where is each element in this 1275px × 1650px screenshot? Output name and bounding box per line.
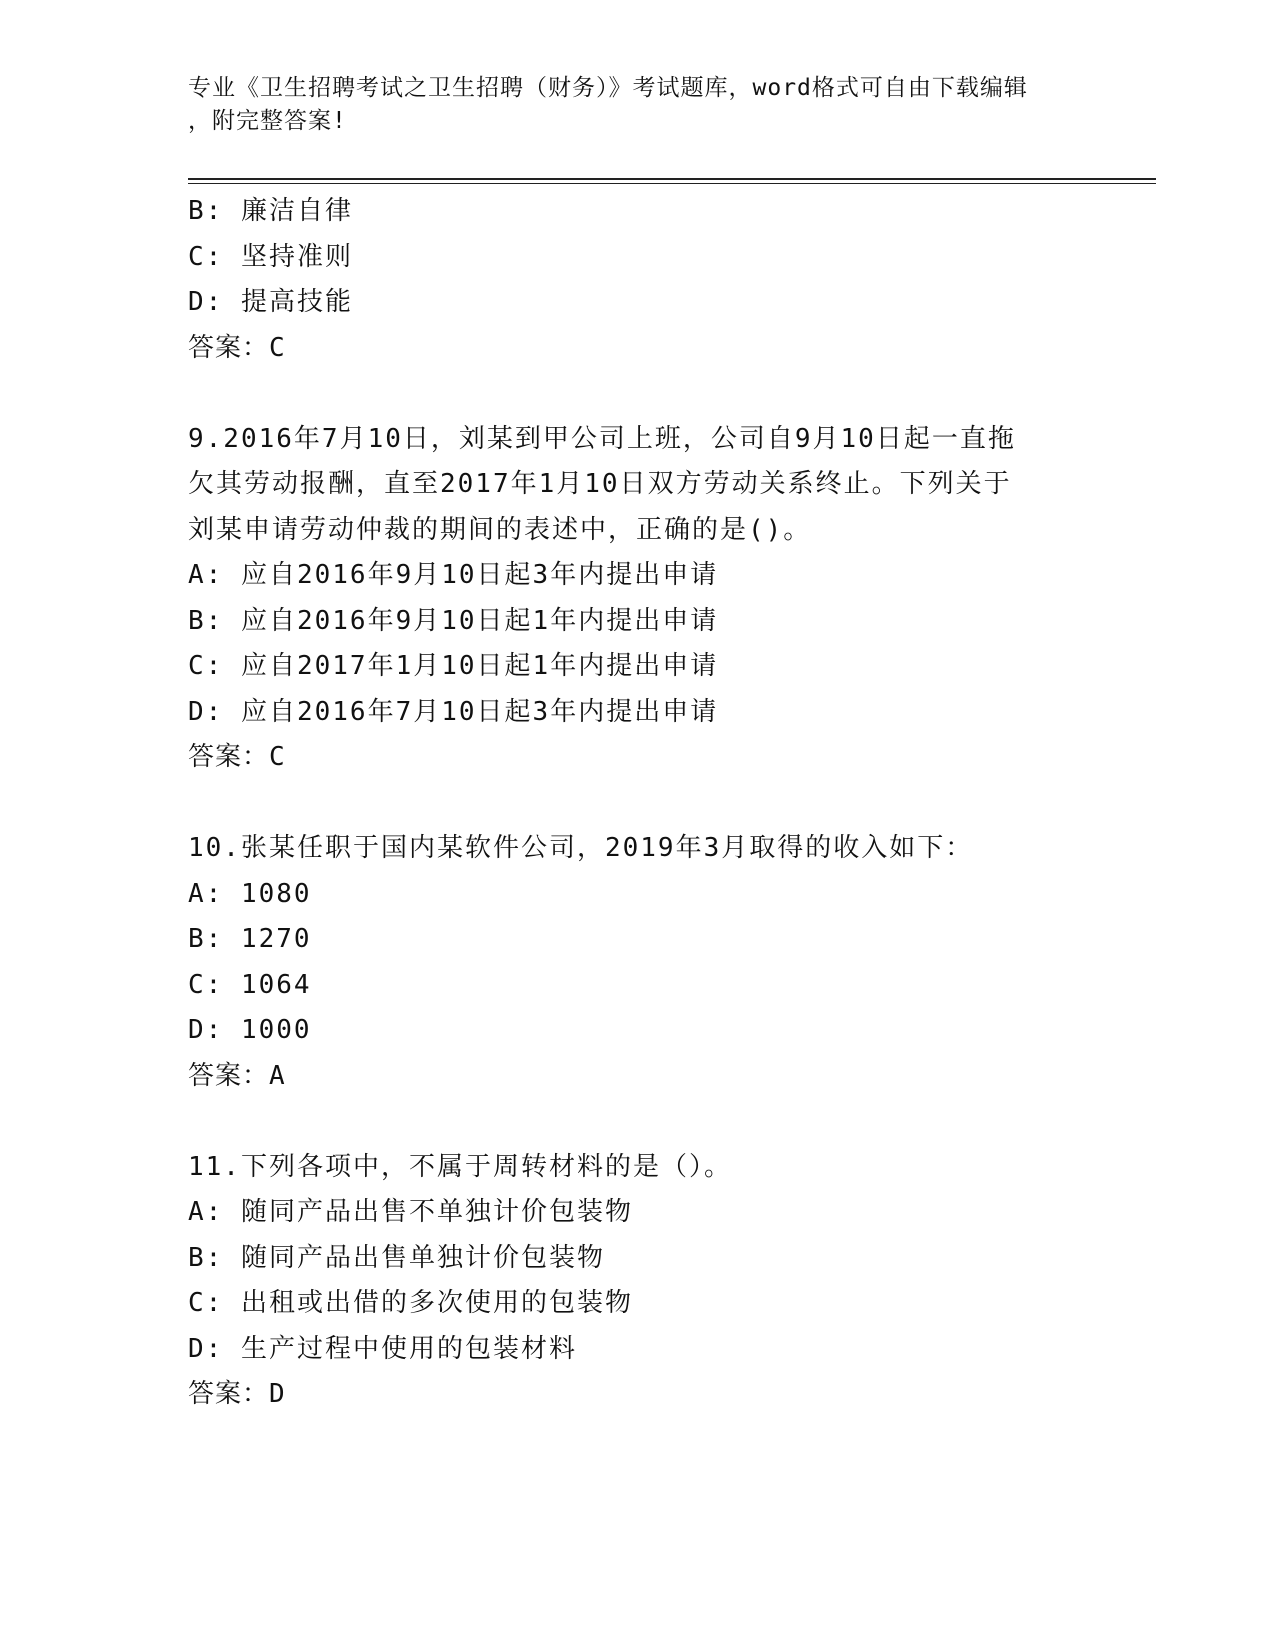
option-text: 生产过程中使用的包装材料 bbox=[240, 1333, 577, 1364]
option-label: C: bbox=[188, 241, 224, 272]
option-d bbox=[188, 1327, 1088, 1373]
header-line-2: ，附完整答案! bbox=[188, 108, 347, 134]
option-b bbox=[188, 189, 1088, 235]
option-text: 1080 bbox=[240, 878, 312, 909]
option-c bbox=[188, 963, 1088, 1009]
option-label: D: bbox=[188, 287, 224, 317]
option-c bbox=[188, 1281, 1088, 1327]
spacer bbox=[188, 781, 1088, 827]
option-b bbox=[188, 1236, 1088, 1282]
answer-line bbox=[188, 326, 1088, 372]
question-stem-line: 9.2016年7月10日，刘某到甲公司上班，公司自9月10日起一直拖 bbox=[188, 423, 1016, 454]
option-text: 坚持准则 bbox=[240, 241, 353, 272]
question-10 bbox=[188, 826, 1088, 1099]
answer-label: 答案： bbox=[188, 1379, 270, 1409]
option-d bbox=[188, 1008, 1088, 1054]
option-label: D: bbox=[188, 1015, 224, 1045]
document-body bbox=[188, 189, 1088, 1418]
option-label: B: bbox=[188, 605, 224, 636]
answer-value: A bbox=[269, 1060, 285, 1091]
option-a bbox=[188, 1190, 1088, 1236]
option-text: 应自2017年1月10日起1年内提出申请 bbox=[240, 651, 719, 681]
option-text: 应自2016年9月10日起3年内提出申请 bbox=[240, 560, 719, 590]
question-stem-line: 刘某申请劳动仲裁的期间的表述中，正确的是()。 bbox=[188, 514, 812, 545]
option-text: 应自2016年9月10日起1年内提出申请 bbox=[240, 605, 719, 636]
answer-label: 答案： bbox=[188, 332, 270, 363]
header-divider-thick bbox=[188, 178, 1156, 180]
spacer bbox=[188, 1099, 1088, 1145]
option-label: D: bbox=[188, 696, 224, 727]
option-text: 应自2016年7月10日起3年内提出申请 bbox=[240, 696, 719, 727]
header-line-1: 专业《卫生招聘考试之卫生招聘（财务）》考试题库，word格式可自由下载编辑 bbox=[188, 75, 1028, 101]
option-label: D: bbox=[188, 1333, 224, 1364]
option-label: A: bbox=[188, 1197, 224, 1227]
page-header bbox=[188, 72, 1068, 138]
option-text: 1270 bbox=[240, 924, 312, 954]
option-c bbox=[188, 644, 1088, 690]
option-d bbox=[188, 690, 1088, 736]
option-label: B: bbox=[188, 1242, 224, 1273]
option-label: A: bbox=[188, 878, 224, 909]
option-text: 1064 bbox=[240, 969, 312, 1000]
option-label: B: bbox=[188, 924, 224, 954]
question-stem-line: 11.下列各项中，不属于周转材料的是（）。 bbox=[188, 1151, 732, 1182]
header-divider-thin bbox=[188, 183, 1156, 184]
option-label: C: bbox=[188, 1288, 224, 1318]
question-11 bbox=[188, 1145, 1088, 1418]
question-8 bbox=[188, 189, 1088, 371]
answer-value: C bbox=[269, 332, 285, 363]
answer-label: 答案： bbox=[188, 1060, 270, 1091]
option-text: 1000 bbox=[240, 1015, 312, 1045]
option-d bbox=[188, 280, 1088, 326]
option-text: 出租或出借的多次使用的包装物 bbox=[240, 1288, 633, 1318]
question-stem-line: 10.张某任职于国内某软件公司，2019年3月取得的收入如下： bbox=[188, 833, 974, 863]
answer-value: C bbox=[269, 742, 285, 772]
question-9 bbox=[188, 417, 1088, 781]
answer-line bbox=[188, 735, 1088, 781]
option-text: 随同产品出售不单独计价包装物 bbox=[240, 1197, 633, 1227]
answer-line bbox=[188, 1372, 1088, 1418]
option-text: 随同产品出售单独计价包装物 bbox=[240, 1242, 605, 1273]
option-b bbox=[188, 599, 1088, 645]
option-text: 提高技能 bbox=[240, 287, 353, 317]
spacer bbox=[188, 371, 1088, 417]
option-b bbox=[188, 917, 1088, 963]
option-label: A: bbox=[188, 560, 224, 590]
question-stem-line: 欠其劳动报酬，直至2017年1月10日双方劳动关系终止。下列关于 bbox=[188, 469, 1012, 499]
answer-label: 答案： bbox=[188, 742, 270, 772]
option-label: B: bbox=[188, 196, 224, 226]
answer-value: D bbox=[269, 1379, 285, 1409]
option-text: 廉洁自律 bbox=[240, 196, 353, 226]
answer-line bbox=[188, 1054, 1088, 1100]
option-label: C: bbox=[188, 969, 224, 1000]
option-a bbox=[188, 553, 1088, 599]
option-label: C: bbox=[188, 651, 224, 681]
option-a bbox=[188, 872, 1088, 918]
option-c bbox=[188, 235, 1088, 281]
